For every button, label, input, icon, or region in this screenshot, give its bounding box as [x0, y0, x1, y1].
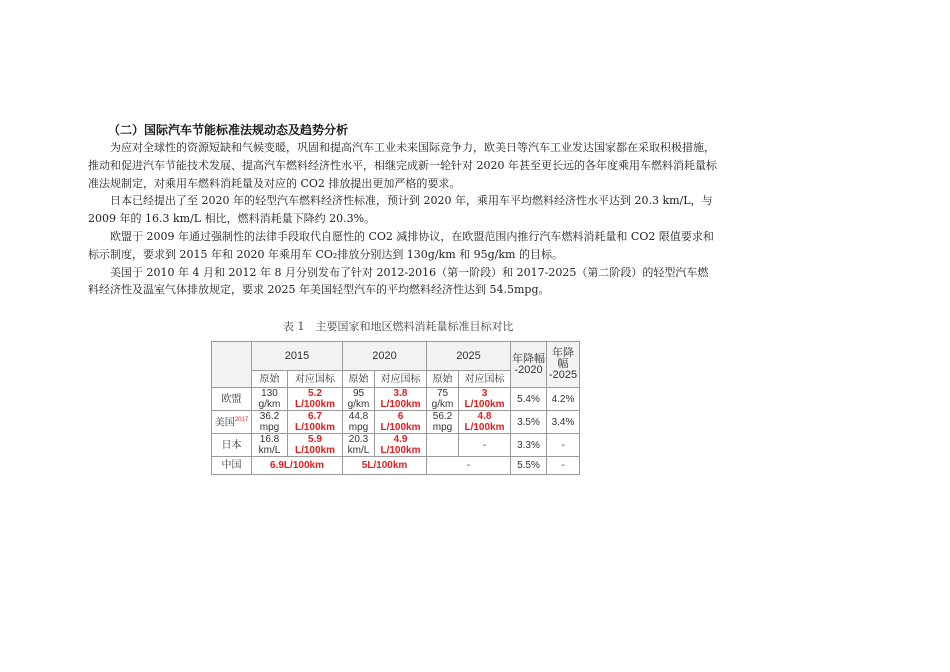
- converted-value-cell: 4.9 L/100km: [375, 434, 427, 457]
- region-label: 欧盟: [221, 393, 242, 405]
- year-header: 2025: [427, 342, 511, 371]
- sub-header-converted: 对应国标: [288, 371, 343, 388]
- paragraph: 美国于 2010 年 4 月和 2012 年 8 月分别发布了针对 2012-2016（第一阶段）和 2017-2025（第二阶段）的轻型汽车燃料经济性及温室气体排放规定，要求 2025 年美国轻型汽车的平均燃料经济性达到 54.5mpg。: [88, 265, 709, 297]
- original-value-cell: 95 g/km: [343, 388, 375, 411]
- original-value-cell: 16.8 km/L: [252, 434, 288, 457]
- value-cell: -: [427, 457, 511, 475]
- table-caption: 表 1 主要国家和地区燃料消耗量标准目标对比: [283, 320, 514, 333]
- converted-value-cell: 3 L/100km: [459, 388, 511, 411]
- decline-2020-header: 年降幅 -2020: [511, 342, 547, 388]
- sub-header-original: 原始: [252, 371, 288, 388]
- region-cell: [212, 434, 252, 457]
- original-value-cell: 56.2 mpg: [427, 411, 459, 434]
- decline-cell: 5.4%: [511, 388, 547, 411]
- section-heading: （二）国际汽车节能标准法规动态及趋势分析: [108, 123, 349, 137]
- sub-header-converted: 对应国标: [459, 371, 511, 388]
- table-row-china: [212, 457, 580, 475]
- original-value-cell: 44.8 mpg: [343, 411, 375, 434]
- table-row: [212, 388, 580, 411]
- paragraph: 日本已经提出了至 2020 年的轻型汽车燃料经济性标准，预计到 2020 年，乘用车平均燃料经济性水平达到 20.3 km/L，与 2009 年的 16.3 km/L 相比，燃料消耗量下降约 20.3%。: [88, 194, 713, 226]
- converted-value-cell: 6.7 L/100km: [288, 411, 343, 434]
- year-header: 2020: [343, 342, 427, 371]
- region-cell: [212, 388, 252, 411]
- converted-value-cell: 6 L/100km: [375, 411, 427, 434]
- fuel-standard-comparison-table: [211, 341, 580, 475]
- original-value-cell: 36.2 mpg: [252, 411, 288, 434]
- converted-value-cell: 4.8 L/100km: [459, 411, 511, 434]
- paragraph: 为应对全球性的资源短缺和气候变暖，巩固和提高汽车工业未来国际竞争力，欧美日等汽车工业发达国家都在采取积极措施，推动和促进汽车节能技术发展、提高汽车燃料经济性水平，相继完成新一轮针对 2020 年甚至更长远的各年度乘用车燃料消耗量标准法规制定，对乘用车燃料消耗量及对应的 CO2 排放提出更加严格的要求。: [88, 141, 717, 190]
- sub-header-original: 原始: [343, 371, 375, 388]
- original-value-cell: 130 g/km: [252, 388, 288, 411]
- region-cell: [212, 411, 252, 434]
- value-cell: 6.9L/100km: [252, 457, 343, 475]
- converted-value-cell: 5.2 L/100km: [288, 388, 343, 411]
- decline-cell: 3.3%: [511, 434, 547, 457]
- region-label: 美国: [214, 417, 235, 429]
- decline-cell: -: [547, 457, 580, 475]
- decline-cell: 3.5%: [511, 411, 547, 434]
- sub-header-converted: 对应国标: [375, 371, 427, 388]
- paragraph: 欧盟于 2009 年通过强制性的法律手段取代自愿性的 CO2 减排协议，在欧盟范围内推行汽车燃料消耗量和 CO2 限值要求和标示制度，要求到 2015 年和 2020 年乘用车 CO₂排放分别达到 130g/km 和 95g/km 的目标。: [88, 229, 714, 261]
- decline-cell: 5.5%: [511, 457, 547, 475]
- decline-2025-header: 年降幅 -2025: [547, 342, 580, 388]
- table-row: [212, 411, 580, 434]
- region-cell: 中国: [212, 457, 252, 475]
- table-row: [212, 434, 580, 457]
- sub-header-original: 原始: [427, 371, 459, 388]
- decline-cell: 3.4%: [547, 411, 580, 434]
- corner-cell: [212, 342, 252, 388]
- original-value-cell: [427, 434, 459, 457]
- original-value-cell: 20.3 km/L: [343, 434, 375, 457]
- converted-value-cell: -: [459, 434, 511, 457]
- region-year-tag: 2017: [234, 417, 249, 424]
- region-label: 日本: [221, 439, 242, 451]
- original-value-cell: 75 g/km: [427, 388, 459, 411]
- year-header: 2015: [252, 342, 343, 371]
- decline-cell: -: [547, 434, 580, 457]
- value-cell: 5L/100km: [343, 457, 427, 475]
- converted-value-cell: 3.8 L/100km: [375, 388, 427, 411]
- converted-value-cell: 5.9 L/100km: [288, 434, 343, 457]
- decline-cell: 4.2%: [547, 388, 580, 411]
- body-text: [88, 139, 718, 299]
